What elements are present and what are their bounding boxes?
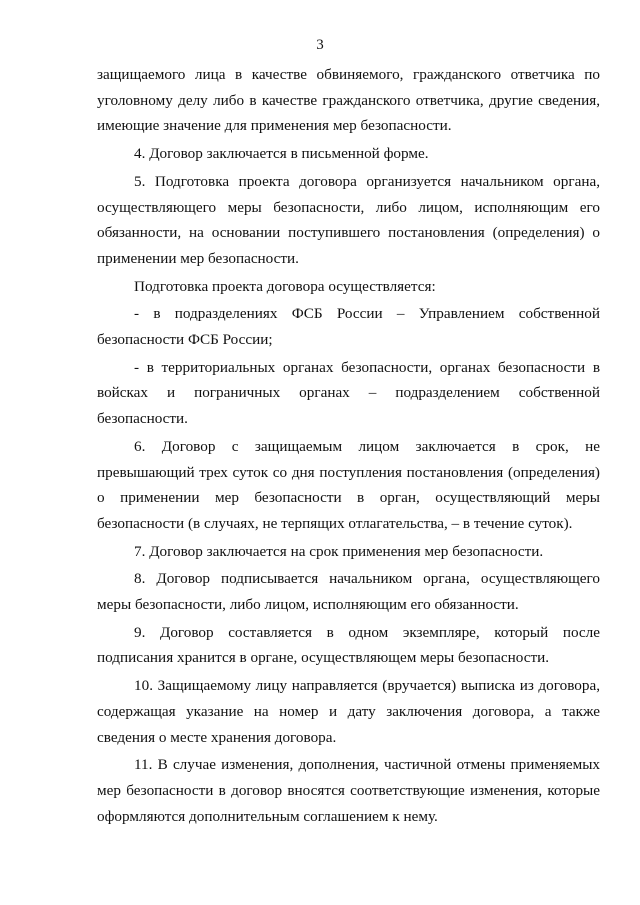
paragraph-6: 6. Договор с защищаемым лицом заключается в срок, не превышающий трех суток со дня поступления постановления (определения) о применении мер безопасности в орган, осуществляющий меры безопасности (в случаях, не терпящих отлагательства, – в течение суток). bbox=[97, 437, 600, 532]
paragraph-8: 8. Договор подписывается начальником органа, осуществляющего меры безопасности, либо лицом, исполняющим его обязанности. bbox=[97, 570, 600, 614]
paragraph-9: 9. Договор составляется в одном экземпляре, который после подписания хранится в органе, осуществляющем меры безопасности. bbox=[97, 623, 600, 667]
list-item-fsb-subdivisions: - в подразделениях ФСБ России – Управлением собственной безопасности ФСБ России; bbox=[97, 305, 600, 349]
paragraph-continuation: защищаемого лица в качестве обвиняемого, гражданского ответчика по уголовному делу либо в качестве гражданского ответчика, другие сведения, имеющие значение для применения мер безопасности. bbox=[97, 66, 600, 135]
page-number: 3 bbox=[316, 37, 324, 53]
paragraph-10: 10. Защищаемому лицу направляется (вручается) выписка из договора, содержащая указание на номер и дату заключения договора, а также сведения о месте хранения договора. bbox=[97, 677, 600, 746]
document-body bbox=[97, 62, 600, 829]
list-item-territorial-bodies: - в территориальных органах безопасности, органах безопасности в войсках и пограничных органах – подразделением собственной безопасности. bbox=[97, 358, 600, 428]
paragraph-11: 11. В случае изменения, дополнения, частичной отмены применяемых мер безопасности в договор вносятся соответствующие изменения, которые оформляются дополнительным соглашением к нему. bbox=[97, 756, 600, 825]
paragraph-5: 5. Подготовка проекта договора организуется начальником органа, осуществляющего меры безопасности, либо лицом, исполняющим его обязанности, на основании поступившего постановления (определения) о применении мер безопасности. bbox=[97, 172, 600, 267]
paragraph-preparation-intro: Подготовка проекта договора осуществляется: bbox=[134, 277, 436, 295]
paragraph-4: 4. Договор заключается в письменной форме. bbox=[134, 145, 429, 163]
paragraph-7: 7. Договор заключается на срок применения мер безопасности. bbox=[134, 542, 544, 560]
